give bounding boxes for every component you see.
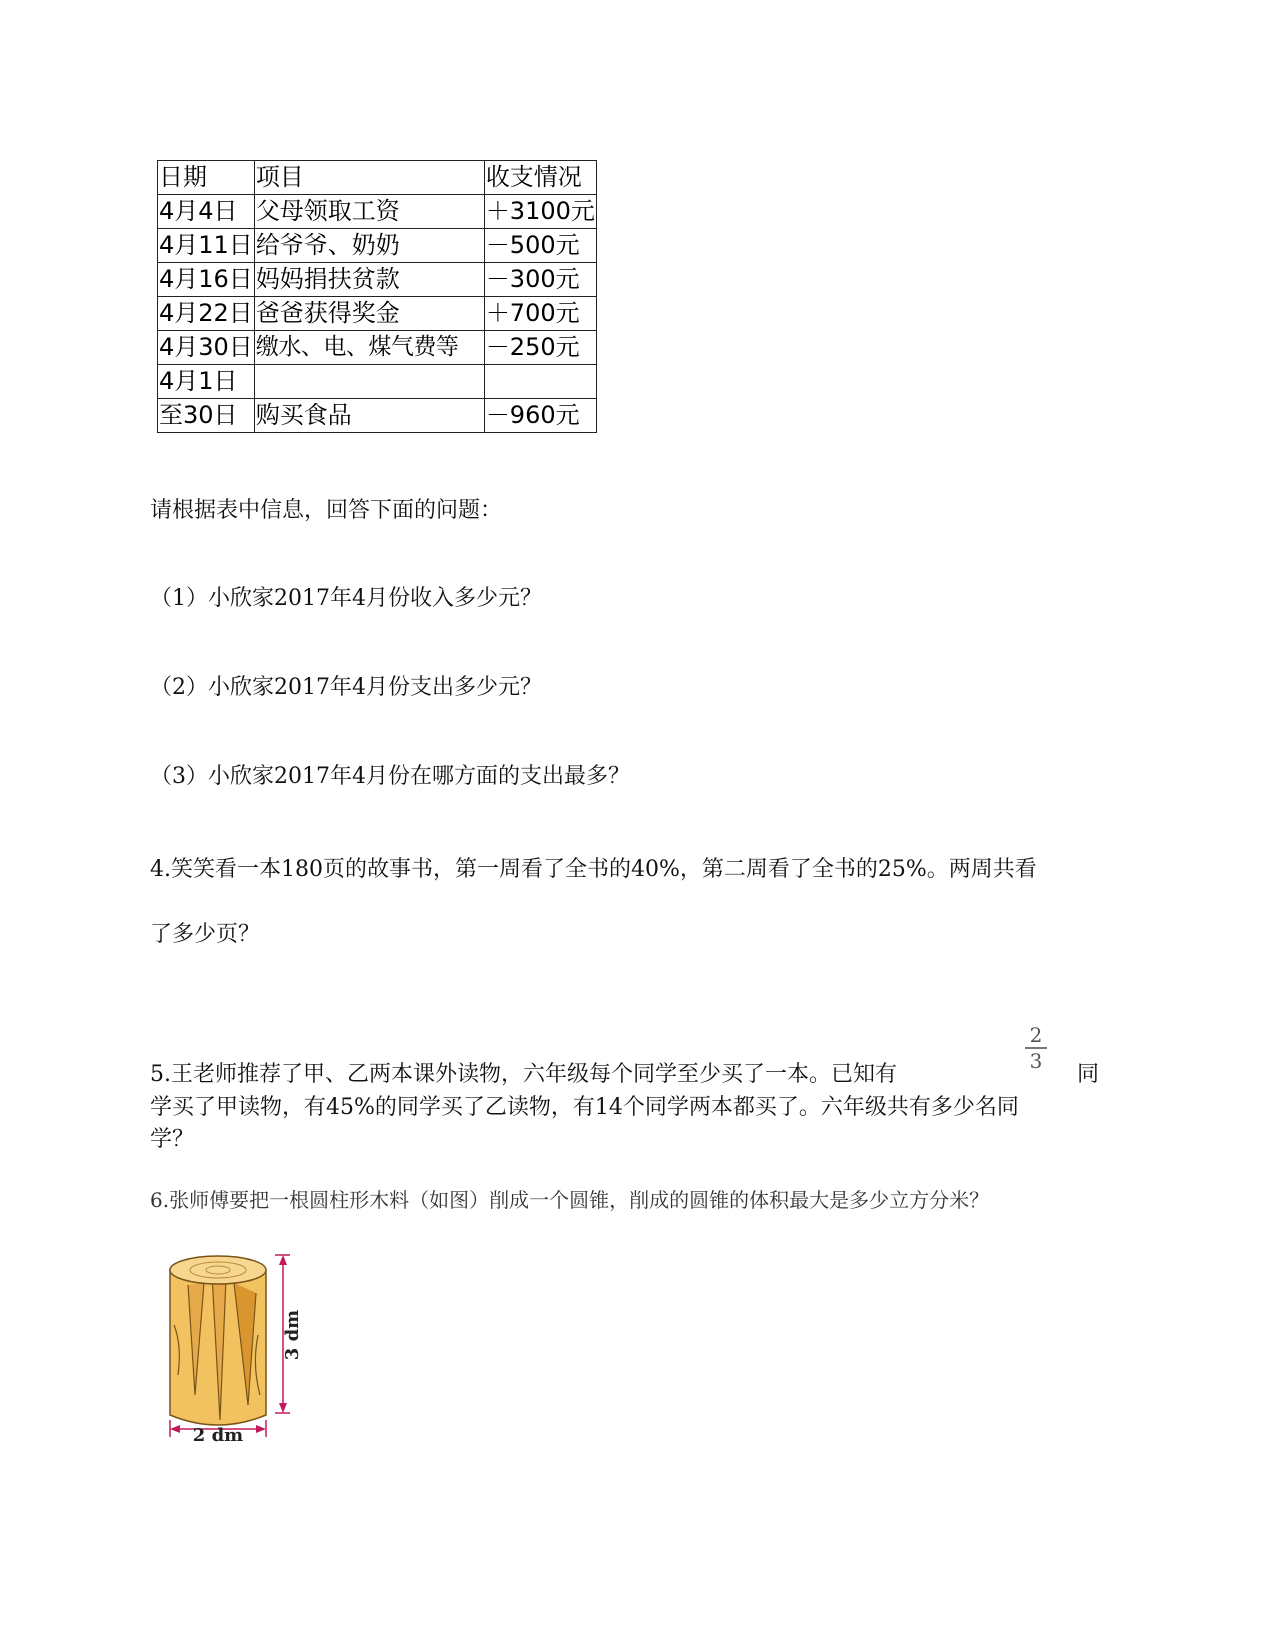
question-5-line-3: 学？ xyxy=(150,1127,195,1152)
table-cell: 爸爸获得奖金 xyxy=(254,297,484,331)
table-cell: 项目 xyxy=(254,161,484,195)
question-4-line-1: 4.笑笑看一本180页的故事书，第一周看了全书的40%，第二周看了全书的25%。两周共看 xyxy=(150,857,1037,882)
diameter-label: 2 dm xyxy=(192,1425,244,1446)
question-4-line-2: 了多少页？ xyxy=(150,922,261,947)
table-cell: －250元 xyxy=(484,331,596,365)
table-cell: －300元 xyxy=(484,263,596,297)
table-cell: 缴水、电、煤气费等 xyxy=(254,331,484,365)
sub-question-3: （3）小欣家2017年4月份在哪方面的支出最多？ xyxy=(150,764,630,789)
wood-cylinder-figure xyxy=(160,1245,320,1455)
question-6: 6.张师傅要把一根圆柱形木料（如图）削成一个圆锥，削成的圆锥的体积最大是多少立方分米？ xyxy=(150,1188,990,1212)
table-cell: 4月11日 xyxy=(158,229,255,263)
table-cell: 购买食品 xyxy=(254,399,484,433)
table-row xyxy=(158,365,597,399)
fraction-numerator: 2 xyxy=(1029,1023,1043,1047)
question-5-line-1: 5.王老师推荐了甲、乙两本课外读物，六年级每个同学至少买了一本。已知有 xyxy=(150,1062,897,1087)
table-cell: －960元 xyxy=(484,399,596,433)
table-cell: 4月16日 xyxy=(158,263,255,297)
sub-question-1: （1）小欣家2017年4月份收入多少元？ xyxy=(150,586,542,611)
table-row xyxy=(158,263,597,297)
table-row xyxy=(158,331,597,365)
table-cell: 妈妈捐扶贫款 xyxy=(254,263,484,297)
height-label: 3 dm xyxy=(282,1309,303,1361)
cylinder-top xyxy=(170,1256,266,1284)
fraction-denominator: 3 xyxy=(1029,1048,1043,1073)
table-cell: 父母领取工资 xyxy=(254,195,484,229)
table-row xyxy=(158,399,597,433)
table-cell: －500元 xyxy=(484,229,596,263)
table-prompt: 请根据表中信息，回答下面的问题： xyxy=(150,498,503,523)
question-5-line-2: 学买了甲读物，有45%的同学买了乙读物，有14个同学两本都买了。六年级共有多少名同 xyxy=(150,1095,1019,1120)
table-cell: 4月4日 xyxy=(158,195,255,229)
table-row xyxy=(158,297,597,331)
table-row xyxy=(158,229,597,263)
table-cell: 收支情况 xyxy=(484,161,596,195)
question-5-line-1-end: 同 xyxy=(1077,1062,1100,1087)
sub-question-2: （2）小欣家2017年4月份支出多少元？ xyxy=(150,675,542,700)
table-cell xyxy=(254,365,484,399)
table-cell: ＋3100元 xyxy=(484,195,596,229)
income-expense-table xyxy=(157,160,597,433)
table-cell: 至30日 xyxy=(158,399,255,433)
fraction-two-thirds xyxy=(1025,1024,1047,1072)
table-cell: 4月22日 xyxy=(158,297,255,331)
table-cell: 给爷爷、奶奶 xyxy=(254,229,484,263)
table-cell: 4月30日 xyxy=(158,331,255,365)
table-cell: 4月1日 xyxy=(158,365,255,399)
table-row xyxy=(158,195,597,229)
table-cell xyxy=(484,365,596,399)
table-cell: 日期 xyxy=(158,161,255,195)
table-header-row xyxy=(158,161,597,195)
table-cell: ＋700元 xyxy=(484,297,596,331)
